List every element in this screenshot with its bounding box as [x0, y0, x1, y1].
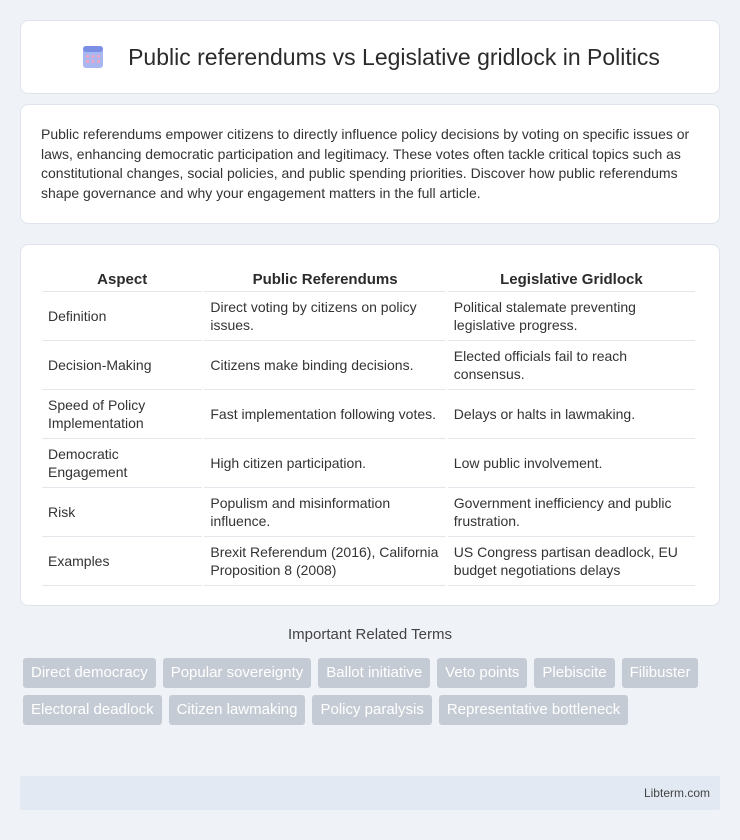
table-cell: Low public involvement. [448, 439, 695, 488]
table-cell: US Congress partisan deadlock, EU budget negotiations delays [448, 537, 695, 586]
table-cell: Political stalemate preventing legislative progress. [448, 292, 695, 341]
comparison-table [40, 263, 697, 586]
table-cell: Risk [42, 488, 202, 537]
table-row [42, 292, 695, 341]
table-cell: Speed of Policy Implementation [42, 390, 202, 439]
spreadsheet-icon [80, 44, 106, 70]
table-cell: Government inefficiency and public frustration. [448, 488, 695, 537]
intro-card [20, 104, 720, 224]
table-cell: Democratic Engagement [42, 439, 202, 488]
term-tag[interactable]: Electoral deadlock [23, 695, 162, 725]
table-cell: Elected officials fail to reach consensus. [448, 341, 695, 390]
term-tag[interactable]: Representative bottleneck [439, 695, 628, 725]
table-cell: Decision-Making [42, 341, 202, 390]
table-cell: Brexit Referendum (2016), California Proposition 8 (2008) [204, 537, 445, 586]
table-cell: Populism and misinformation influence. [204, 488, 445, 537]
table-cell: Delays or halts in lawmaking. [448, 390, 695, 439]
table-cell: Direct voting by citizens on policy issues. [204, 292, 445, 341]
table-row [42, 439, 695, 488]
header-card [20, 20, 720, 94]
table-row [42, 537, 695, 586]
table-cell: High citizen participation. [204, 439, 445, 488]
term-tag[interactable]: Filibuster [622, 658, 699, 688]
footer-site-link[interactable]: Libterm.com [643, 786, 710, 800]
related-terms-list [23, 658, 723, 732]
table-cell: Fast implementation following votes. [204, 390, 445, 439]
table-row [42, 390, 695, 439]
term-tag[interactable]: Plebiscite [534, 658, 614, 688]
column-header: Aspect [42, 263, 202, 292]
column-header: Legislative Gridlock [448, 263, 695, 292]
table-cell: Examples [42, 537, 202, 586]
comparison-card [20, 244, 720, 606]
term-tag[interactable]: Veto points [437, 658, 527, 688]
related-terms-title: Important Related Terms [288, 626, 452, 643]
term-tag[interactable]: Popular sovereignty [163, 658, 312, 688]
term-tag[interactable]: Direct democracy [23, 658, 156, 688]
term-tag[interactable]: Citizen lawmaking [169, 695, 306, 725]
table-cell: Citizens make binding decisions. [204, 341, 445, 390]
table-row [42, 341, 695, 390]
term-tag[interactable]: Ballot initiative [318, 658, 430, 688]
table-row [42, 488, 695, 537]
page-title: Public referendums vs Legislative gridlock in Politics [128, 43, 660, 70]
table-header-row [42, 263, 695, 292]
table-cell: Definition [42, 292, 202, 341]
term-tag[interactable]: Policy paralysis [312, 695, 431, 725]
intro-text: Public referendums empower citizens to directly influence policy decisions by voting on specific issues or laws, enhancing democratic participation and legitimacy. These votes often tackle critical topics such as constitutional changes, social policies, and public spending priorities. Discover how public referendums shape governance and why your engagement matters in the full article. [41, 126, 690, 201]
column-header: Public Referendums [204, 263, 445, 292]
footer [20, 776, 720, 810]
